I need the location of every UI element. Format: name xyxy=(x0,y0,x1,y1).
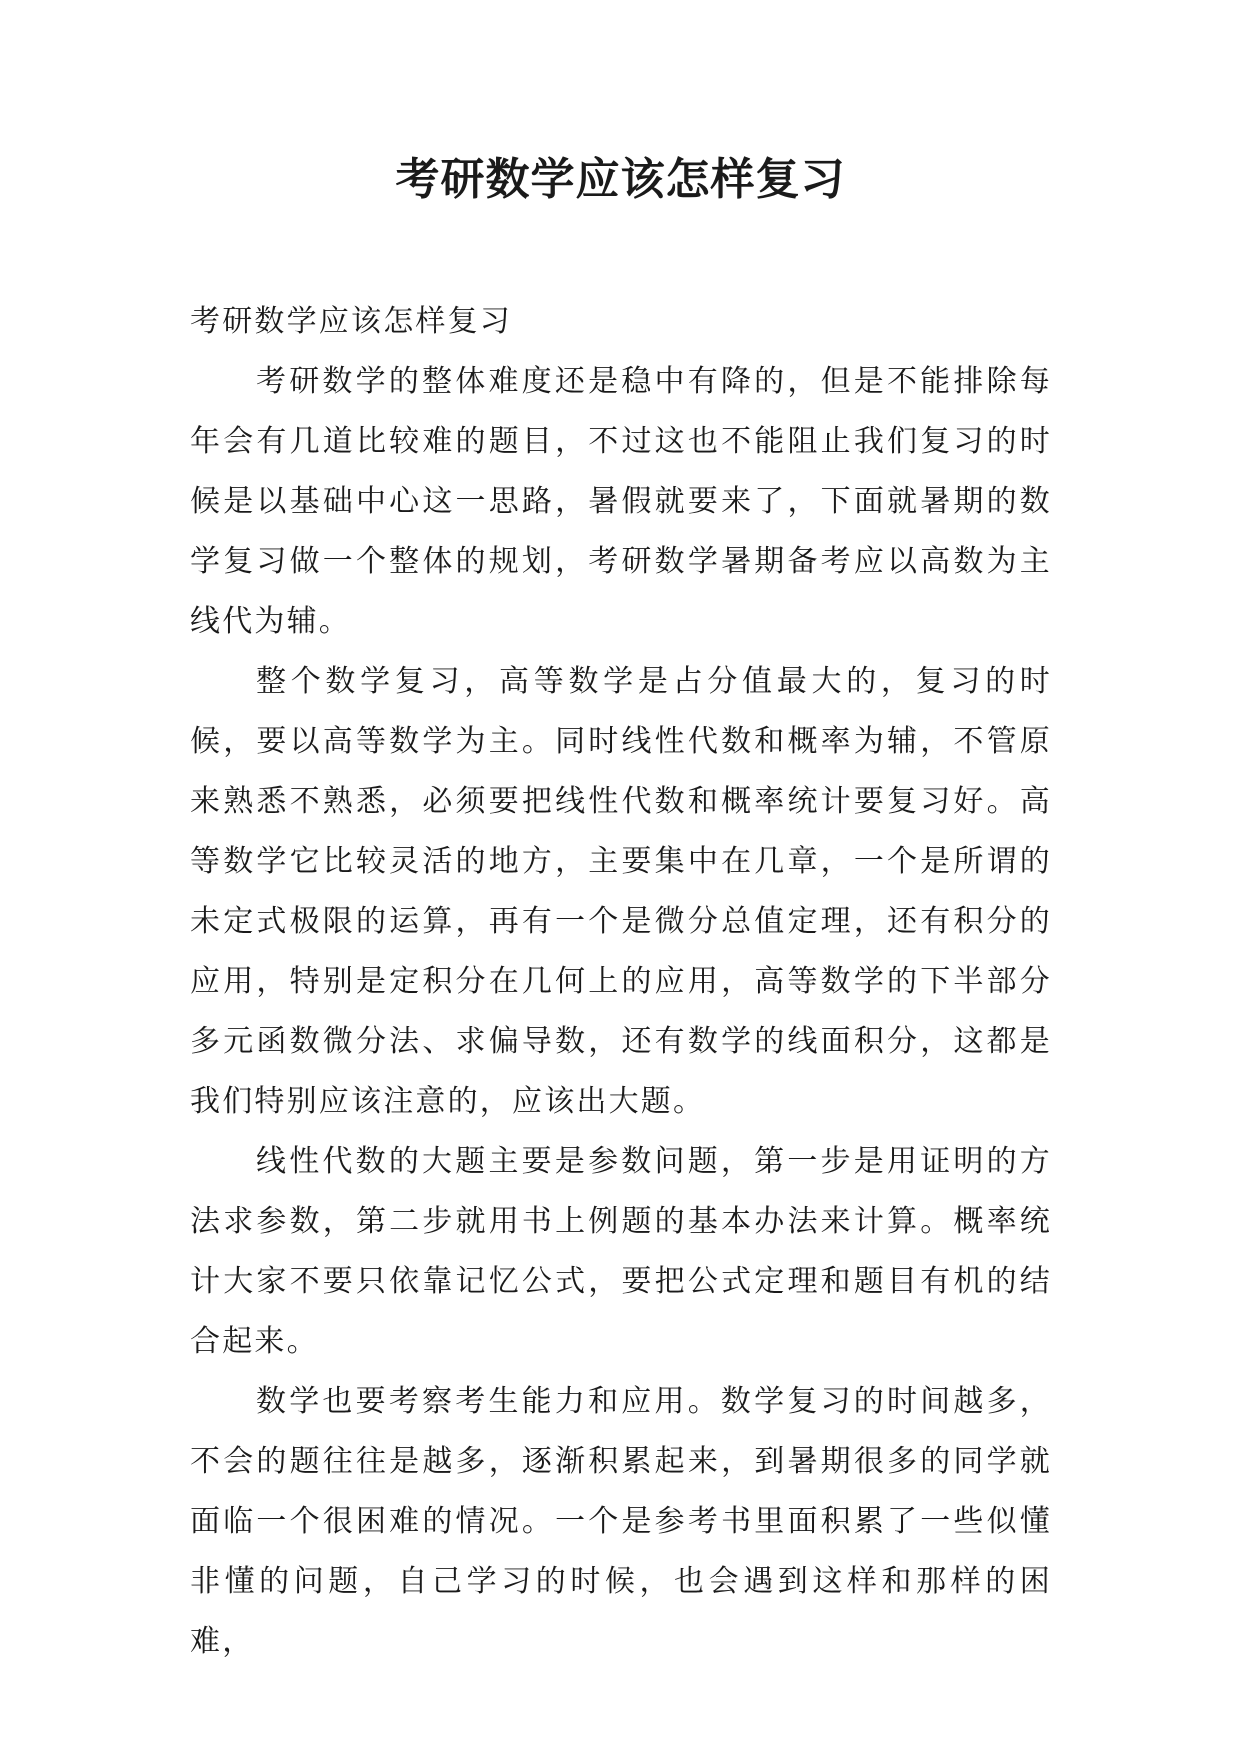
document-subtitle: 考研数学应该怎样复习 xyxy=(190,304,512,339)
paragraph: 整个数学复习，高等数学是占分值最大的，复习的时候，要以高等数学为主。同时线性代数和概率为辅，不管原来熟悉不熟悉，必须要把线性代数和概率统计要复习好。高等数学它比较灵活的地方，主要集中在几章，一个是所谓的未定式极限的运算，再有一个是微分总值定理，还有积分的应用，特别是定积分在几何上的应用，高等数学的下半部分多元函数微分法、求偏导数，还有数学的线面积分，这都是我们特别应该注意的，应该出大题。 xyxy=(190,664,1052,1119)
document-title: 考研数学应该怎样复习 xyxy=(395,154,846,205)
paragraph: 数学也要考察考生能力和应用。数学复习的时间越多，不会的题往往是越多，逐渐积累起来，到暑期很多的同学就面临一个很困难的情况。一个是参考书里面积累了一些似懂非懂的问题，自己学习的时候，也会遇到这样和那样的困难， xyxy=(190,1384,1052,1659)
paragraph: 考研数学的整体难度还是稳中有降的，但是不能排除每年会有几道比较难的题目，不过这也不能阻止我们复习的时候是以基础中心这一思路，暑假就要来了，下面就暑期的数学复习做一个整体的规划，考研数学暑期备考应以高数为主线代为辅。 xyxy=(190,364,1052,639)
paragraph: 线性代数的大题主要是参数问题，第一步是用证明的方法求参数，第二步就用书上例题的基本办法来计算。概率统计大家不要只依靠记忆公式，要把公式定理和题目有机的结合起来。 xyxy=(190,1144,1052,1359)
document-body xyxy=(190,292,1052,1672)
